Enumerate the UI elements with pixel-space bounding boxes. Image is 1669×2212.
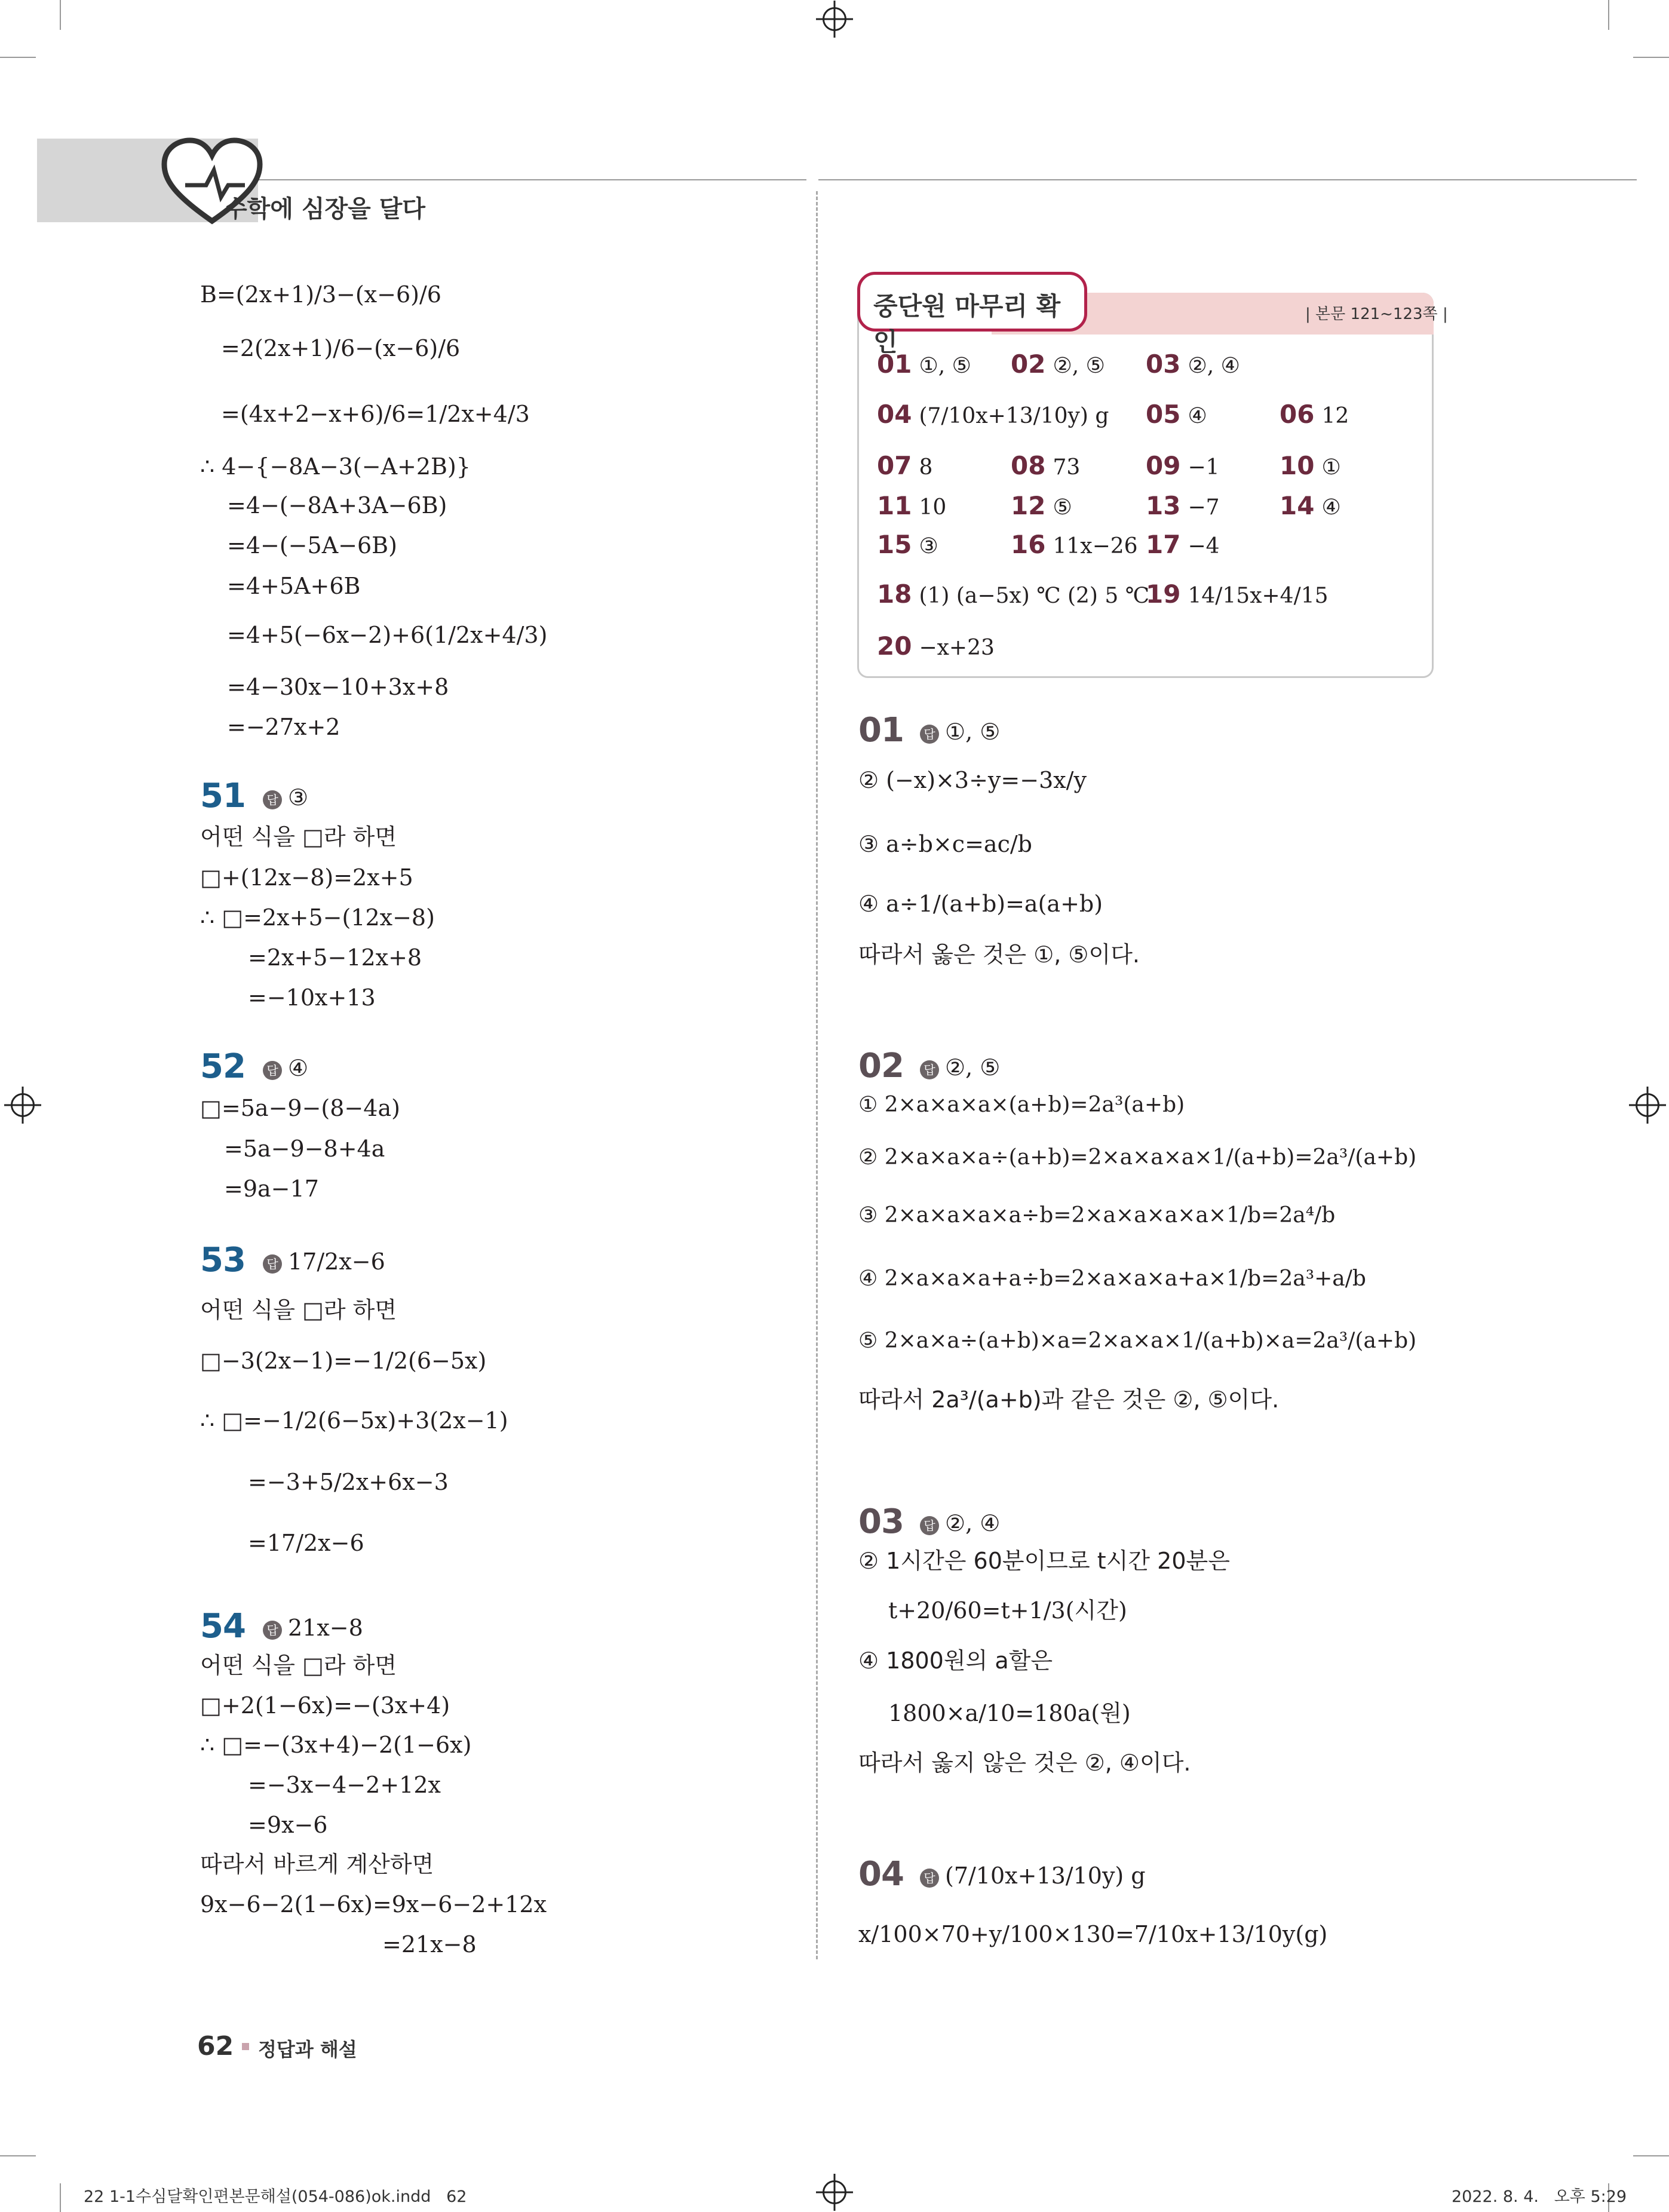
solution-line: ④ a÷1/(a+b)=a(a+b) [858,891,1103,917]
answer-item: 05 ④ [1146,400,1207,429]
answer: 답 ③ [263,784,308,811]
answer-item: 17 −4 [1146,530,1220,559]
math-line: ∴ 4−{−8A−3(−A+2B)} [200,453,471,480]
solution-line: ③ a÷b×c=ac/b [858,831,1032,857]
solution-line: 어떤 식을 □라 하면 [200,1297,397,1323]
math-line: =4−(−8A+3A−6B) [227,492,447,519]
answer-badge-icon: 답 [920,725,939,744]
crop-mark [60,0,61,30]
file-info: 22 1-1수심달확인편본문해설(054-086)ok.indd 62 [84,2188,467,2206]
answer: 답 17/2x−6 [263,1248,385,1275]
print-date: 2022. 8. 4. 오후 5:29 [1452,2188,1627,2206]
answer-badge-icon: 답 [263,1254,282,1274]
answer: 답 (7/10x+13/10y) g [920,1862,1146,1889]
solution-line: □+(12x−8)=2x+5 [200,864,413,891]
solution-line: □−3(2x−1)=−1/2(6−5x) [200,1348,487,1374]
solution-line: 어떤 식을 □라 하면 [200,1652,397,1679]
solution-line: t+20/60=t+1/3(시간) [888,1597,1127,1624]
problem-number: 03 [858,1502,904,1541]
solution-line: 따라서 바르게 계산하면 [200,1851,434,1877]
solution-line: =21x−8 [382,1931,477,1958]
problem-number: 04 [858,1855,904,1894]
brand-title: 수학에 심장을 달다 [224,195,425,223]
solution-line: ② 2×a×a×a÷(a+b)=2×a×a×a×1/(a+b)=2a³/(a+b) [858,1145,1417,1170]
answer-badge-icon: 답 [263,1621,282,1640]
answer: 답 21x−8 [263,1614,363,1642]
solution-line: ④ 2×a×a×a+a÷b=2×a×a×a+a×1/b=2a³+a/b [858,1266,1366,1291]
answer-item: 15 ③ [877,530,938,559]
math-line: =4+5A+6B [227,573,361,599]
solution-line: 9x−6−2(1−6x)=9x−6−2+12x [200,1891,547,1918]
problem-number: 54 [200,1607,246,1646]
registration-mark-icon [823,2180,846,2204]
solution-line: =5a−9−8+4a [224,1136,385,1162]
answer-item: 07 8 [877,451,933,480]
crop-mark [60,2183,61,2212]
solution-line: ∴ □=2x+5−(12x−8) [200,904,435,931]
solution-line: ∴ □=−(3x+4)−2(1−6x) [200,1732,472,1758]
crop-mark [1633,2155,1669,2156]
review-title: 중단원 마무리 확인 [873,292,1061,357]
solution-line: =17/2x−6 [248,1530,364,1556]
answer-badge-icon: 답 [263,1061,282,1080]
section-label: 정답과 해설 [258,2038,357,2061]
solution-line: 어떤 식을 □라 하면 [200,824,397,850]
math-line: B=(2x+1)/3−(x−6)/6 [200,281,441,308]
answer-badge-icon: 답 [920,1869,939,1888]
page-number: 62 [197,2031,234,2061]
solution-line: 1800×a/10=180a(원) [888,1700,1131,1726]
solution-line: =9x−6 [248,1812,328,1838]
answer-item: 04 (7/10x+13/10y) g [877,400,1109,429]
crop-mark [0,57,36,58]
solution-line: □+2(1−6x)=−(3x+4) [200,1692,450,1719]
problem-number: 01 [858,711,904,750]
answer-item: 20 −x+23 [877,631,995,661]
answer-item: 14 ④ [1280,491,1341,520]
answer-badge-icon: 답 [920,1060,939,1079]
math-line: =4−30x−10+3x+8 [227,674,449,700]
column-divider [816,191,818,1959]
problem-number: 02 [858,1047,904,1085]
answer-item: 19 14/15x+4/15 [1146,579,1329,609]
math-line: =4−(−5A−6B) [227,532,397,559]
math-line: =(4x+2−x+6)/6=1/2x+4/3 [221,401,530,427]
solution-line: 따라서 옳은 것은 ①, ⑤이다. [858,941,1140,968]
answer-badge-icon: 답 [263,790,282,809]
answer-item: 06 12 [1280,400,1349,429]
solution-line: ③ 2×a×a×a×a÷b=2×a×a×a×a×1/b=2a⁴/b [858,1203,1336,1228]
answer-item: 18 (1) (a−5x) ℃ (2) 5 ℃ [877,579,1150,609]
registration-mark-icon [11,1093,35,1117]
solution-line: ④ 1800원의 a할은 [858,1648,1053,1674]
solution-line: ② 1시간은 60분이므로 t시간 20분은 [858,1548,1230,1574]
page-reference: | 본문 121~123쪽 | [1305,305,1448,323]
solution-line: □=5a−9−(8−4a) [200,1095,400,1121]
solution-line: =9a−17 [224,1176,319,1202]
math-line: =4+5(−6x−2)+6(1/2x+4/3) [227,622,548,648]
solution-line: ① 2×a×a×a×(a+b)=2a³(a+b) [858,1093,1185,1117]
math-line: =2(2x+1)/6−(x−6)/6 [221,335,461,361]
crop-mark [1633,57,1669,58]
answer-item: 03 ②, ④ [1146,349,1240,379]
solution-line: 따라서 옳지 않은 것은 ②, ④이다. [858,1750,1191,1776]
problem-number: 53 [200,1241,246,1280]
header-rule [818,179,1637,180]
solution-line: =−10x+13 [248,984,376,1011]
answer-item: 01 ①, ⑤ [877,349,971,379]
answer-item: 13 −7 [1146,491,1220,520]
answer: 답 ②, ④ [920,1510,1000,1537]
header-rule [257,179,806,180]
bullet-icon [242,2043,249,2050]
math-line: =−27x+2 [227,714,340,740]
answer-item: 08 73 [1011,451,1081,480]
answer-item: 09 −1 [1146,451,1220,480]
crop-mark [1608,0,1609,30]
solution-line: ∴ □=−1/2(6−5x)+3(2x−1) [200,1407,508,1434]
solution-line: =−3+5/2x+6x−3 [248,1469,449,1495]
review-title-tab [857,272,1087,357]
problem-number: 51 [200,777,246,815]
answer-item: 11 10 [877,491,947,520]
answer-item: 10 ① [1280,451,1341,480]
solution-line: =2x+5−12x+8 [248,944,422,971]
solution-line: =−3x−4−2+12x [248,1772,441,1798]
registration-mark-icon [823,7,846,31]
answer: 답 ②, ⑤ [920,1054,1000,1081]
answer-item: 02 ②, ⑤ [1011,349,1105,379]
answer: 답 ①, ⑤ [920,718,1000,745]
crop-mark [0,2155,36,2156]
solution-line: x/100×70+y/100×130=7/10x+13/10y(g) [858,1921,1328,1947]
answer-item: 16 11x−26 [1011,530,1138,559]
registration-mark-icon [1636,1093,1659,1117]
answer: 답 ④ [263,1054,308,1082]
answer-item: 12 ⑤ [1011,491,1072,520]
solution-line: 따라서 2a³/(a+b)과 같은 것은 ②, ⑤이다. [858,1386,1280,1413]
solution-line: ② (−x)×3÷y=−3x/y [858,767,1087,793]
problem-number: 52 [200,1047,246,1086]
solution-line: ⑤ 2×a×a÷(a+b)×a=2×a×a×1/(a+b)×a=2a³/(a+b) [858,1329,1417,1353]
answer-badge-icon: 답 [920,1516,939,1535]
